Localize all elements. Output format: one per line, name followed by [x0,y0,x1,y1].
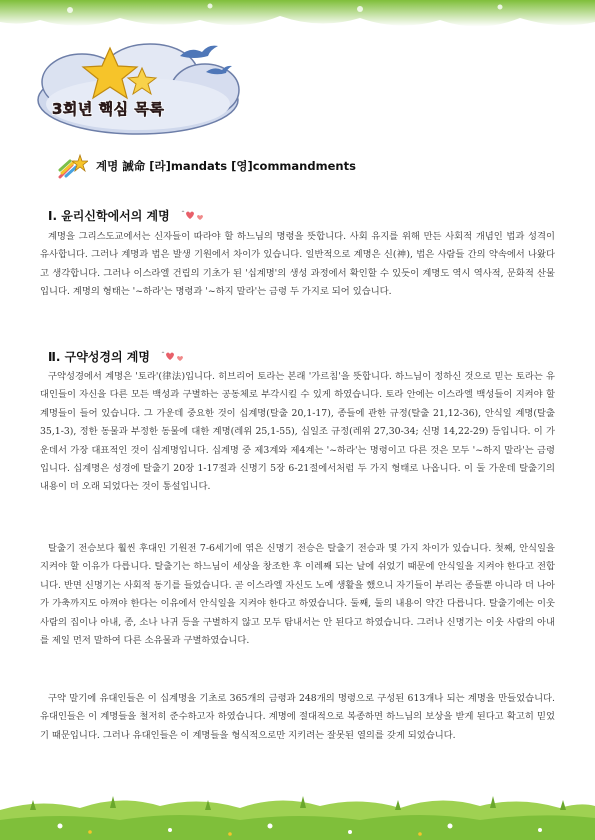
section-1-paragraph-1: 계명을 그리스도교에서는 신자들이 따라야 할 하느님의 명령을 뜻합니다. 사회 유지를 위해 만든 사회적 개념인 법과 성격이 유사합니다. 그러나 계명과 법은 발생 기원에서 차이가 있습니다. 일반적으로 계명은 신(神), 법은 사람들 간의 약속에서 나왔다고 생각합니다. 그러나 이스라엘 건립의 기초가 된 '십계명'의 생성 과정에서 확인할 수 있듯이 계명도 역시 역사적, 문화적 산물입니다. 계명의 형태는 '~하라'는 명령과 '~하지 말라'는 금령 두 가지로 되어 있습니다. [40,231,555,298]
section-2-paragraph-3: 구약 말기에 유대인들은 이 십계명을 기초로 365개의 금령과 248개의 명령으로 구성된 613개나 되는 계명을 만들었습니다. 유대인들은 이 계명들을 철저히 준수하고자 하였습니다. 계명에 절대적으로 복종하면 하느님의 보상을 받게 된다고 확고히 믿었기 때문입니다. 그러나 유대인들은 이 계명들을 형식적으로만 지키려는 잘못된 열의를 갖게 되었습니다. [40,693,555,741]
top-grass-decoration [0,0,595,40]
shooting-star-icon [58,153,88,179]
bottom-grass-decoration [0,780,595,840]
term-header [58,152,538,180]
section-heading-1 [48,207,208,224]
section-2-paragraph-1: 구약성경에서 계명은 '토라'(律法)입니다. 히브리어 토라는 본래 '가르침'을 뜻합니다. 하느님이 정하신 것으로 믿는 토라는 유대인들이 자신을 다른 모든 백성과 구별하는 공동체로 부각시킬 수 있게 하였습니다. 토라 안에는 이스라엘 백성들이 지켜야 할 계명들이 들어 있습니다. 그 가운데 중요한 것이 십계명(탈출 20,1-17), 종들에 관한 규정(탈출 21,12-36), 안식일 계명(탈출 35,1-3), 정한 동물과 부정한 동물에 대한 계명(레위 25,1-55), 십일조 규정(레위 27,30-34; 신명 14,22-29) 등입니다. 이 가운데서 가장 대표적인 것이 십계명입니다. 십계명 중 제3계와 제4계는 '~하라'는 명령이고 다른 것은 모두 '~하지 말라'는 금령입니다. 십계명은 성경에 탈출기 20장 1-17절과 신명기 5장 6-21절에서처럼 두 가지 형태로 나옵니다. 이 둘 가운데 탈출기의 내용이 더 오래 되었다는 것이 통설입니다. [40,371,555,493]
banner-title: 3회년 핵심 목록 [52,100,165,118]
term-title: 계명 誡命 [라]mandats [영]commandments [96,159,356,173]
hearts-icon [178,209,208,223]
section-heading-text: Ⅰ. 윤리신학에서의 계명 [48,209,170,223]
cloud-banner-illustration [30,38,245,140]
section-heading-2 [48,348,188,365]
hearts-icon [158,350,188,364]
section-2-paragraph-2: 탈출기 전승보다 훨씬 후대인 기원전 7-6세기에 엮은 신명기 전승은 탈출기 전승과 몇 가지 차이가 있습니다. 첫째, 안식일을 지켜야 할 이유가 다릅니다. 탈출기는 하느님이 세상을 창조한 후 이레째 되는 날에 쉬었기 때문에 안식일을 지켜야 한다고 전합니다. 반면 신명기는 사회적 동기를 들었습니다. 곧 이스라엘 자신도 노예 생활을 했으니 자기들이 부리는 종들뿐 아니라 더 나아가 가축까지도 아껴야 한다는 이유에서 안식일을 지켜야 한다고 하였습니다. 둘째, 둘의 내용이 약간 다릅니다. 탈출기에는 이웃 사람의 집이나 아내, 종, 소나 나귀 등을 구별하지 않고 모두 탐내서는 안 된다고 하였습니다. 그러나 신명기는 이웃 사람의 아내를 제일 먼저 말하여 다른 소유물과 구별하였습니다. [40,543,555,647]
section-heading-text: Ⅱ. 구약성경의 계명 [48,350,150,364]
